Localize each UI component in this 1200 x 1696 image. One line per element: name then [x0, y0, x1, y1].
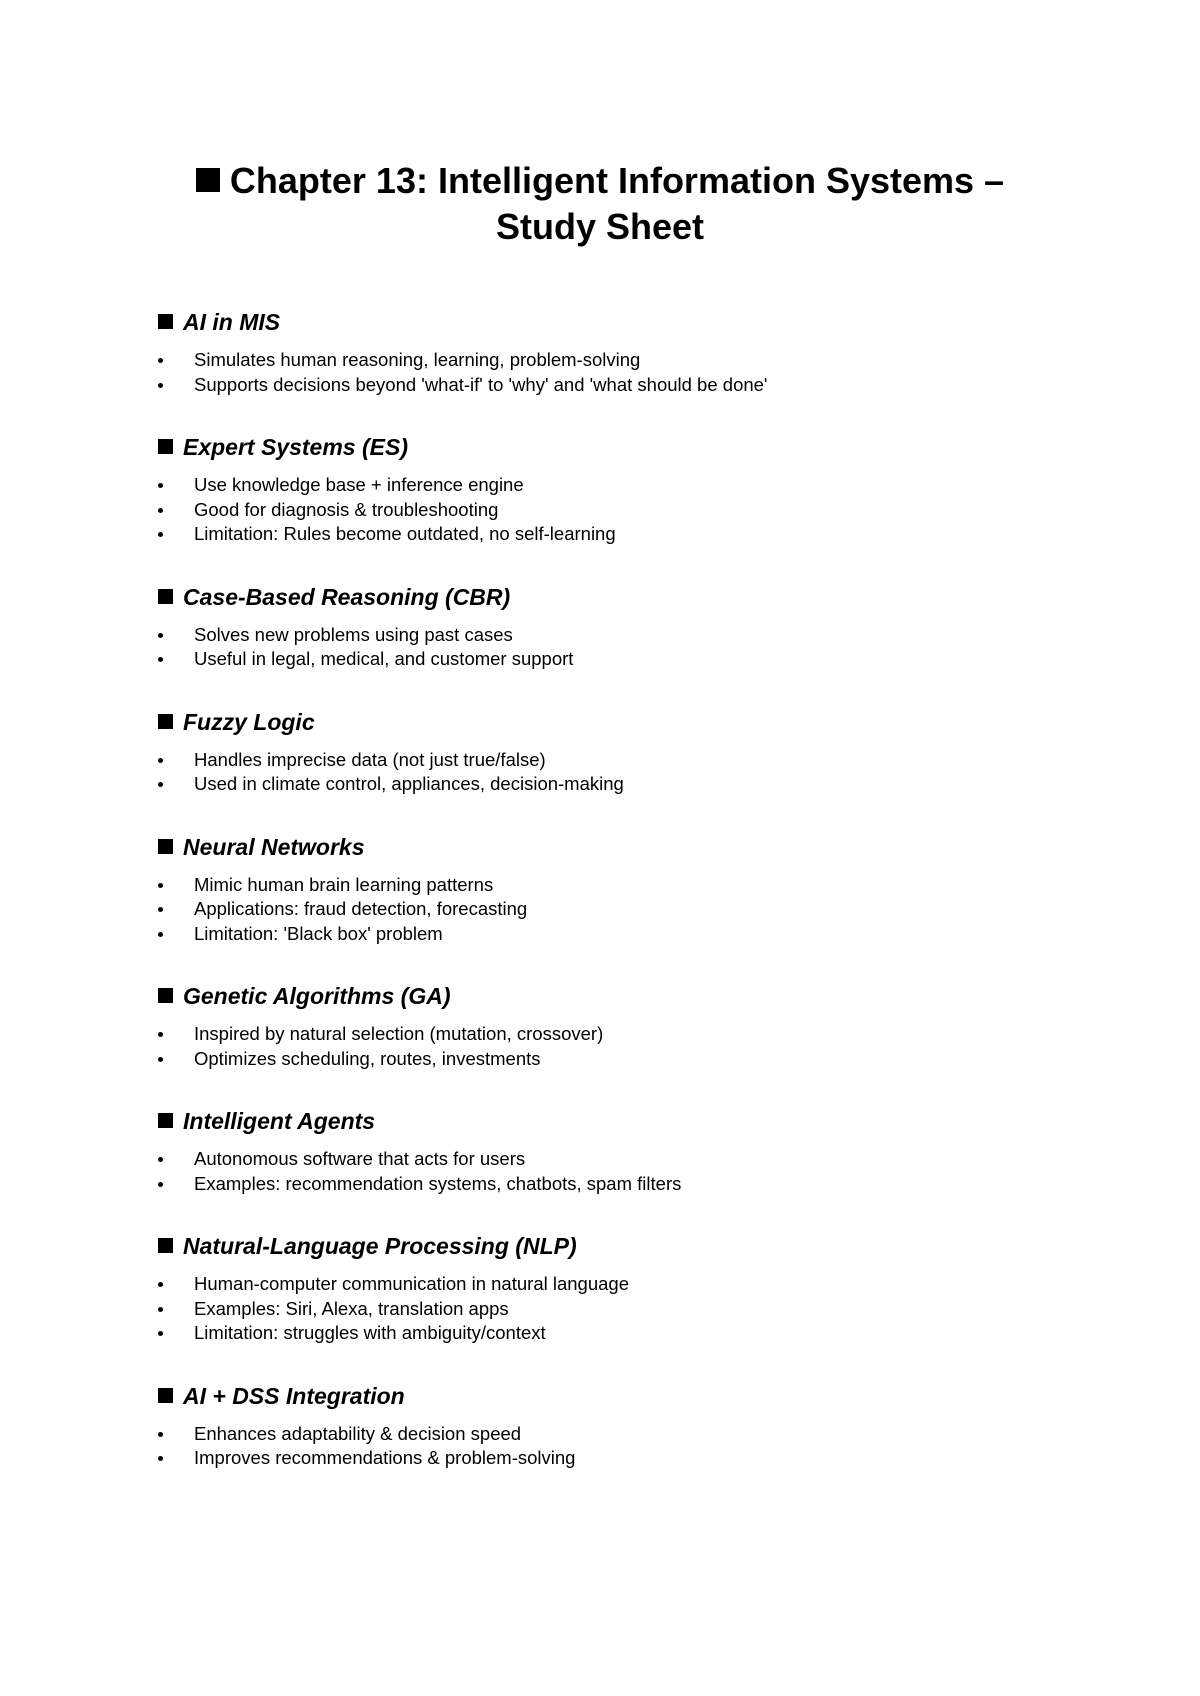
list-item [158, 1297, 1058, 1322]
bullet-icon [158, 1157, 163, 1162]
list-item [158, 1321, 1058, 1346]
bullet-list [158, 873, 1058, 947]
list-item-text: Handles imprecise data (not just true/false) [194, 748, 546, 770]
bullet-icon [158, 1456, 163, 1461]
list-item-text: Supports decisions beyond 'what-if' to 'why' and 'what should be done' [194, 373, 768, 395]
list-item [158, 1147, 1058, 1172]
list-item-text: Inspired by natural selection (mutation, crossover) [194, 1023, 604, 1044]
list-item-text: Used in climate control, appliances, decision-making [194, 773, 624, 794]
list-item [158, 1172, 1058, 1197]
list-item-text: Applications: fraud detection, forecasting [194, 898, 528, 919]
bullet-icon [158, 383, 163, 388]
list-item-text: Human-computer communication in natural language [194, 1273, 629, 1294]
bullet-list [158, 473, 1058, 547]
bullet-icon [158, 657, 163, 662]
square-icon [158, 988, 173, 1003]
bullet-list [158, 1022, 1058, 1071]
sections-container [158, 306, 1058, 1505]
section [158, 1230, 1058, 1346]
list-item [158, 647, 1058, 672]
bullet-icon [158, 1331, 163, 1336]
bullet-list [158, 1422, 1058, 1471]
square-icon [158, 714, 173, 729]
list-item [158, 897, 1058, 922]
section-heading-text: AI + DSS Integration [183, 1382, 405, 1409]
square-icon [196, 168, 220, 192]
list-item [158, 1022, 1058, 1047]
bullet-list [158, 348, 1058, 397]
section-heading [158, 1380, 1058, 1412]
section-heading [158, 980, 1058, 1012]
bullet-icon [158, 1282, 163, 1287]
list-item-text: Enhances adaptability & decision speed [194, 1422, 522, 1444]
title-line-2: Study Sheet [495, 206, 705, 247]
section-heading-text: Neural Networks [183, 833, 365, 860]
section-heading-text: Intelligent Agents [183, 1108, 376, 1134]
section [158, 1380, 1058, 1471]
square-icon [158, 589, 173, 604]
bullet-icon [158, 758, 163, 763]
bullet-icon [158, 633, 163, 638]
bullet-icon [158, 1432, 163, 1437]
list-item [158, 922, 1058, 947]
section-heading [158, 706, 1058, 738]
list-item-text: Limitation: 'Black box' problem [194, 922, 443, 944]
list-item [158, 1272, 1058, 1297]
page-title [150, 158, 1050, 250]
square-icon [158, 1238, 173, 1253]
bullet-list [158, 1147, 1058, 1196]
bullet-icon [158, 883, 163, 888]
list-item-text: Simulates human reasoning, learning, problem-solving [194, 349, 641, 370]
section [158, 980, 1058, 1071]
list-item [158, 623, 1058, 648]
list-item [158, 1422, 1058, 1447]
list-item-text: Limitation: Rules become outdated, no self-learning [194, 523, 616, 544]
bullet-icon [158, 358, 163, 363]
section [158, 581, 1058, 672]
bullet-icon [158, 1057, 163, 1062]
list-item [158, 473, 1058, 498]
title-line-1-text: Chapter 13: Intelligent Information Systems – [229, 160, 1005, 201]
list-item-text: Useful in legal, medical, and customer support [194, 648, 574, 669]
square-icon [158, 1388, 173, 1403]
section-heading-text: AI in MIS [183, 309, 281, 335]
square-icon [158, 1113, 173, 1128]
list-item [158, 498, 1058, 523]
list-item-text: Autonomous software that acts for users [194, 1148, 526, 1169]
bullet-list [158, 748, 1058, 797]
bullet-icon [158, 932, 163, 937]
list-item [158, 348, 1058, 373]
list-item-text: Good for diagnosis & troubleshooting [194, 498, 499, 520]
list-item-text: Examples: recommendation systems, chatbots, spam filters [194, 1172, 682, 1194]
bullet-icon [158, 782, 163, 787]
bullet-icon [158, 1307, 163, 1312]
bullet-list [158, 1272, 1058, 1346]
bullet-icon [158, 907, 163, 912]
list-item-text: Optimizes scheduling, routes, investments [194, 1047, 541, 1069]
list-item [158, 1047, 1058, 1072]
list-item [158, 748, 1058, 773]
section-heading-text: Genetic Algorithms (GA) [183, 983, 451, 1009]
section [158, 306, 1058, 397]
section [158, 831, 1058, 947]
bullet-icon [158, 1182, 163, 1187]
bullet-icon [158, 508, 163, 513]
section-heading-text: Fuzzy Logic [183, 708, 315, 735]
square-icon [158, 839, 173, 854]
section-heading [158, 431, 1058, 463]
square-icon [158, 439, 173, 454]
list-item [158, 373, 1058, 398]
section-heading-text: Case-Based Reasoning (CBR) [183, 583, 511, 610]
section [158, 706, 1058, 797]
square-icon [158, 314, 173, 329]
list-item-text: Use knowledge base + inference engine [194, 474, 524, 495]
list-item-text: Limitation: struggles with ambiguity/context [194, 1322, 546, 1343]
list-item [158, 873, 1058, 898]
section-heading-text: Natural-Language Processing (NLP) [183, 1233, 577, 1259]
section-heading [158, 831, 1058, 863]
bullet-icon [158, 532, 163, 537]
section-heading-text: Expert Systems (ES) [183, 434, 408, 460]
bullet-icon [158, 1032, 163, 1037]
bullet-icon [158, 483, 163, 488]
list-item [158, 522, 1058, 547]
list-item-text: Solves new problems using past cases [194, 623, 513, 645]
list-item-text: Mimic human brain learning patterns [194, 873, 494, 895]
section-heading [158, 1230, 1058, 1262]
section [158, 1105, 1058, 1196]
bullet-list [158, 623, 1058, 672]
list-item-text: Improves recommendations & problem-solving [194, 1447, 576, 1468]
title-line-1 [150, 158, 1050, 204]
section-heading [158, 1105, 1058, 1137]
list-item [158, 772, 1058, 797]
section-heading [158, 581, 1058, 613]
section-heading [158, 306, 1058, 338]
list-item [158, 1446, 1058, 1471]
list-item-text: Examples: Siri, Alexa, translation apps [194, 1297, 509, 1319]
section [158, 431, 1058, 547]
